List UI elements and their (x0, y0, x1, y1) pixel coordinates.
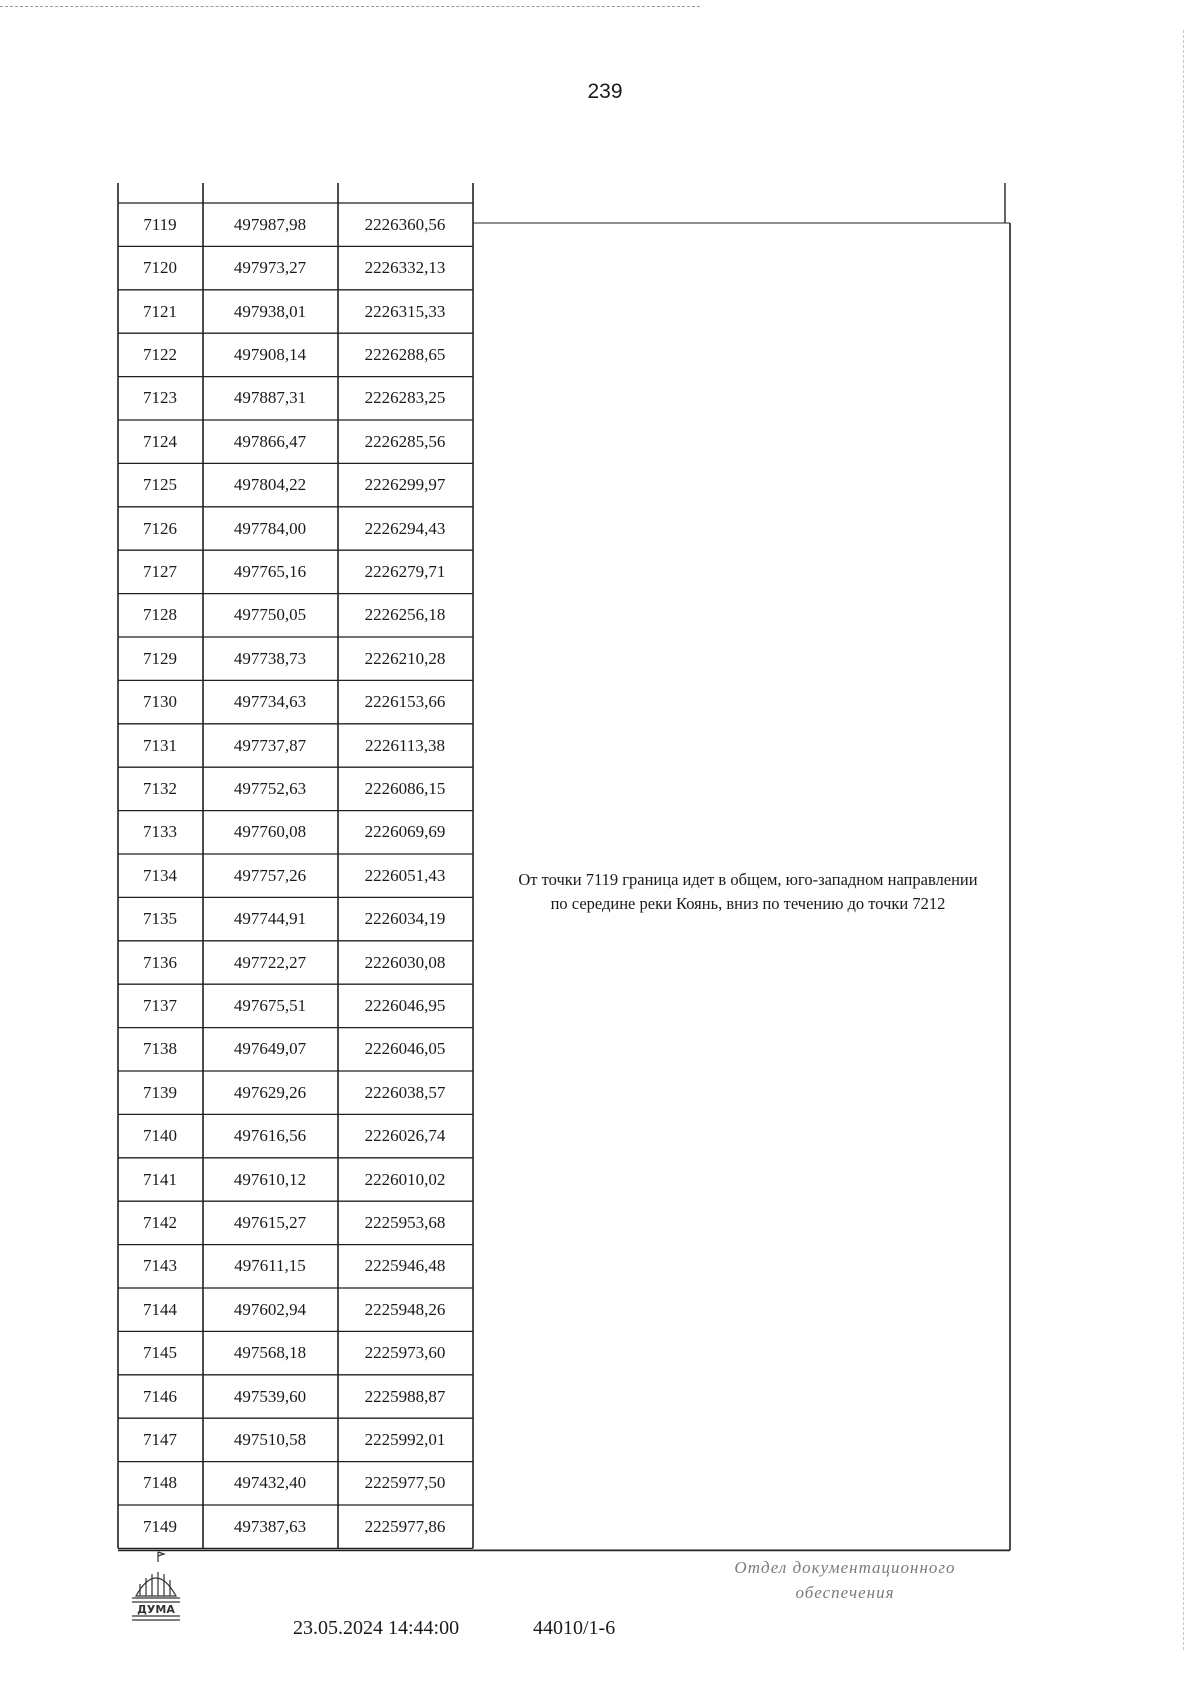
y-coordinate-cell: 2226294,43 (364, 518, 446, 538)
y-coordinate-cell: 2226030,08 (364, 952, 446, 972)
x-coordinate-cell: 497539,60 (233, 1386, 307, 1406)
x-coordinate-cell: 497887,31 (233, 388, 307, 408)
seal-text: ДУМА (137, 1603, 175, 1616)
point-number-cell: 7130 (143, 692, 177, 712)
y-coordinate-cell: 2225992,01 (364, 1429, 446, 1449)
point-number-cell: 7146 (143, 1386, 177, 1406)
point-number-cell: 7136 (143, 952, 177, 972)
boundary-description (478, 868, 1018, 916)
point-number-cell: 7123 (143, 388, 177, 408)
y-coordinate-cell: 2226256,18 (364, 605, 446, 625)
y-coordinate-cell: 2226046,95 (364, 995, 446, 1015)
point-number-cell: 7139 (143, 1082, 177, 1102)
y-coordinate-cell: 2226069,69 (364, 822, 446, 842)
x-coordinate-cell: 497510,58 (233, 1429, 307, 1449)
y-coordinate-cell: 2226086,15 (364, 778, 446, 798)
point-number-cell: 7142 (143, 1212, 177, 1232)
x-coordinate-cell: 497987,98 (233, 214, 307, 234)
x-coordinate-cell: 497757,26 (233, 865, 307, 885)
page-number: 239 (587, 80, 623, 103)
point-number-cell: 7135 (143, 909, 177, 929)
x-coordinate-cell: 497738,73 (233, 648, 307, 668)
y-coordinate-cell: 2226113,38 (364, 735, 446, 755)
x-coordinate-cell: 497938,01 (233, 301, 307, 321)
x-coordinate-cell: 497765,16 (233, 561, 307, 581)
x-coordinate-cell: 497866,47 (233, 431, 307, 451)
y-coordinate-cell: 2226315,33 (364, 301, 446, 321)
x-coordinate-cell: 497750,05 (233, 605, 307, 625)
x-coordinate-cell: 497602,94 (233, 1299, 307, 1319)
y-coordinate-cell: 2226038,57 (364, 1082, 446, 1102)
y-coordinate-cell: 2225977,50 (364, 1473, 446, 1493)
department-stamp-line-2: обеспечения (795, 1583, 895, 1602)
y-coordinate-cell: 2225988,87 (364, 1386, 446, 1406)
duma-seal-logo (128, 1550, 184, 1624)
y-coordinate-cell: 2226026,74 (364, 1126, 446, 1146)
x-coordinate-cell: 497737,87 (233, 735, 307, 755)
y-coordinate-cell: 2226299,97 (364, 475, 446, 495)
x-coordinate-cell: 497722,27 (233, 952, 307, 972)
x-coordinate-cell: 497610,12 (233, 1169, 307, 1189)
point-number-cell: 7131 (143, 735, 177, 755)
x-coordinate-cell: 497387,63 (233, 1516, 307, 1536)
boundary-description-line-2: по середине реки Коянь, вниз по течению до точки 7212 (550, 894, 946, 913)
x-coordinate-cell: 497616,56 (233, 1126, 307, 1146)
x-coordinate-cell: 497760,08 (233, 822, 307, 842)
x-coordinate-cell: 497432,40 (233, 1473, 307, 1493)
point-number-cell: 7147 (143, 1429, 177, 1449)
y-coordinate-cell: 2226288,65 (364, 344, 446, 364)
point-number-cell: 7149 (143, 1516, 177, 1536)
point-number-cell: 7125 (143, 475, 177, 495)
x-coordinate-cell: 497734,63 (233, 692, 307, 712)
y-coordinate-cell: 2225948,26 (364, 1299, 446, 1319)
point-number-cell: 7145 (143, 1343, 177, 1363)
x-coordinate-cell: 497784,00 (233, 518, 307, 538)
point-number-cell: 7138 (143, 1039, 177, 1059)
y-coordinate-cell: 2226034,19 (364, 909, 446, 929)
point-number-cell: 7129 (143, 648, 177, 668)
point-number-cell: 7132 (143, 778, 177, 798)
document-number: 44010/1-6 (533, 1617, 616, 1639)
x-coordinate-cell: 497615,27 (233, 1212, 307, 1232)
x-coordinate-cell: 497804,22 (233, 475, 307, 495)
y-coordinate-cell: 2225977,86 (364, 1516, 446, 1536)
y-coordinate-cell: 2226360,56 (364, 214, 446, 234)
point-number-cell: 7120 (143, 258, 177, 278)
point-number-cell: 7122 (143, 344, 177, 364)
x-coordinate-cell: 497908,14 (233, 344, 307, 364)
y-coordinate-cell: 2226279,71 (364, 561, 446, 581)
y-coordinate-cell: 2226332,13 (364, 258, 446, 278)
point-number-cell: 7143 (143, 1256, 177, 1276)
x-coordinate-cell: 497752,63 (233, 778, 307, 798)
point-number-cell: 7121 (143, 301, 177, 321)
point-number-cell: 7119 (143, 214, 177, 234)
y-coordinate-cell: 2226046,05 (364, 1039, 446, 1059)
x-coordinate-cell: 497675,51 (233, 995, 307, 1015)
x-coordinate-cell: 497611,15 (234, 1256, 306, 1276)
y-coordinate-cell: 2226210,28 (364, 648, 446, 668)
point-number-cell: 7148 (143, 1473, 177, 1493)
point-number-cell: 7144 (143, 1299, 177, 1319)
point-number-cell: 7128 (143, 605, 177, 625)
y-coordinate-cell: 2226285,56 (364, 431, 446, 451)
y-coordinate-cell: 2226010,02 (364, 1169, 446, 1189)
x-coordinate-cell: 497629,26 (233, 1082, 307, 1102)
point-number-cell: 7137 (143, 995, 177, 1015)
point-number-cell: 7127 (143, 561, 177, 581)
point-number-cell: 7133 (143, 822, 177, 842)
x-coordinate-cell: 497973,27 (233, 258, 307, 278)
y-coordinate-cell: 2226051,43 (364, 865, 446, 885)
y-coordinate-cell: 2225973,60 (364, 1343, 446, 1363)
x-coordinate-cell: 497568,18 (233, 1343, 307, 1363)
point-number-cell: 7140 (143, 1126, 177, 1146)
department-stamp-line-1: Отдел документационного (734, 1558, 956, 1577)
point-number-cell: 7124 (143, 431, 177, 451)
point-number-cell: 7126 (143, 518, 177, 538)
point-number-cell: 7141 (143, 1169, 177, 1189)
point-number-cell: 7134 (143, 865, 177, 885)
registration-date: 23.05.2024 14:44:00 (293, 1617, 460, 1639)
x-coordinate-cell: 497744,91 (233, 909, 307, 929)
y-coordinate-cell: 2226283,25 (364, 388, 446, 408)
x-coordinate-cell: 497649,07 (233, 1039, 307, 1059)
y-coordinate-cell: 2225946,48 (364, 1256, 446, 1276)
y-coordinate-cell: 2225953,68 (364, 1212, 446, 1232)
boundary-description-line-1: От точки 7119 граница идет в общем, юго-западном направлении (518, 870, 978, 889)
y-coordinate-cell: 2226153,66 (364, 692, 446, 712)
